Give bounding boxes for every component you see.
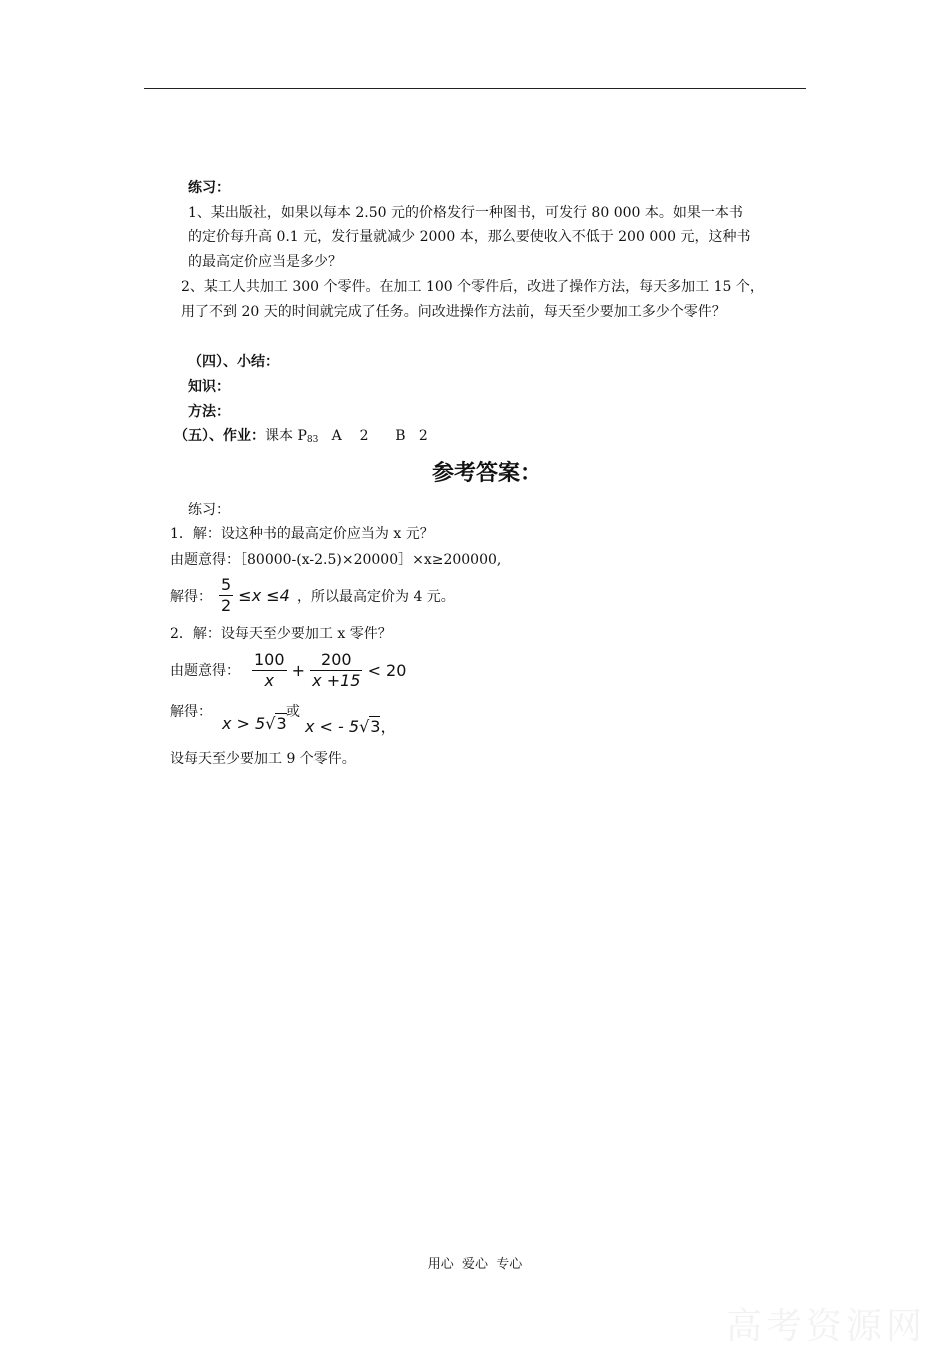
- homework-text-suffix: A 2 B 2: [318, 428, 428, 444]
- answer2-solution1-lhs: x > 5: [222, 714, 266, 733]
- answer2-frac2-numerator: 200: [310, 650, 362, 671]
- answer2-solution1: [222, 714, 287, 733]
- answer2-fraction2: [310, 650, 362, 691]
- answer2-equation: [252, 650, 406, 691]
- answer2-eq-label: 由题意得：: [170, 663, 240, 679]
- answer2-solution2-root: 3: [370, 717, 381, 736]
- answer2-solve-label: 解得：: [170, 704, 212, 720]
- answer1-frac-numerator: 5: [221, 575, 232, 594]
- exercise-q1-line1: 1、某出版社，如果以每本 2.50 元的价格发行一种图书，可发行 80 000 本。如果一本书: [188, 205, 743, 221]
- summary-heading: （四）、小结：: [188, 354, 279, 370]
- exercise-q2-line1: 2、某工人共加工 300 个零件。在加工 100 个零件后，改进了操作方法，每天多加工 15 个，: [181, 279, 764, 295]
- exercise-q1-line2: 的定价每升高 0.1 元，发行量就减少 2000 本，那么要使收入不低于 200 000 元，这种书: [188, 229, 751, 245]
- answer2-solution2-lhs: x < - 5: [305, 717, 360, 736]
- homework-page-sub: 83: [306, 435, 319, 445]
- exercise-q1-line3: 的最高定价应当是多少？: [188, 254, 342, 270]
- answer2-frac1-denominator: x: [264, 671, 274, 690]
- page-footer: 用心 爱心 专心: [427, 1257, 523, 1272]
- homework-line: [174, 429, 428, 445]
- answer1-line2: 由题意得：［80000-(x-2.5)×20000］×x≥200000,: [170, 552, 502, 568]
- answer1-conclusion: ，所以最高定价为 4 元。: [297, 589, 455, 605]
- answer1-inequality: [219, 575, 290, 616]
- answer2-plus: +: [291, 661, 306, 680]
- answer2-solution2: [305, 714, 397, 737]
- homework-heading: （五）、作业：: [174, 428, 265, 444]
- answer1-line1: 1．解：设这种书的最高定价应当为 x 元？: [170, 526, 434, 542]
- homework-text-prefix: 课本 P: [265, 428, 307, 444]
- exercise-q2-line2: 用了不到 20 天的时间就完成了任务。问改进操作方法前，每天至少要加工多少个零件？: [181, 304, 726, 320]
- answer2-solution1-root: 3: [276, 714, 287, 733]
- sqrt-icon: √: [359, 717, 370, 736]
- answer2-rhs: < 20: [367, 661, 407, 680]
- answer2-or: 或: [286, 704, 300, 720]
- answer2-conclusion: 设每天至少要加工 9 个零件。: [170, 751, 356, 767]
- answer2-frac2-denominator: x +15: [312, 671, 361, 690]
- answer1-solve-label: 解得：: [170, 589, 212, 605]
- summary-knowledge: 知识：: [188, 379, 230, 395]
- answer1-fraction: [219, 575, 233, 616]
- header-rule: [144, 88, 806, 89]
- summary-method: 方法：: [188, 404, 230, 420]
- answers-title: 参考答案：: [432, 460, 543, 486]
- answer2-frac1-numerator: 100: [254, 650, 285, 669]
- answer2-comma: ，: [380, 717, 397, 736]
- answer1-inequality-rest: ≤x ≤4: [238, 586, 290, 605]
- exercise-heading: 练习：: [188, 180, 230, 196]
- watermark-logo: 高考资源网: [726, 1306, 927, 1347]
- answer2-line1: 2．解：设每天至少要加工 x 零件？: [170, 626, 392, 642]
- answer1-frac-denominator: 2: [221, 596, 232, 615]
- sqrt-icon: √: [265, 714, 276, 733]
- answer2-fraction1: [252, 650, 287, 691]
- answers-exercise-label: 练习：: [188, 502, 230, 518]
